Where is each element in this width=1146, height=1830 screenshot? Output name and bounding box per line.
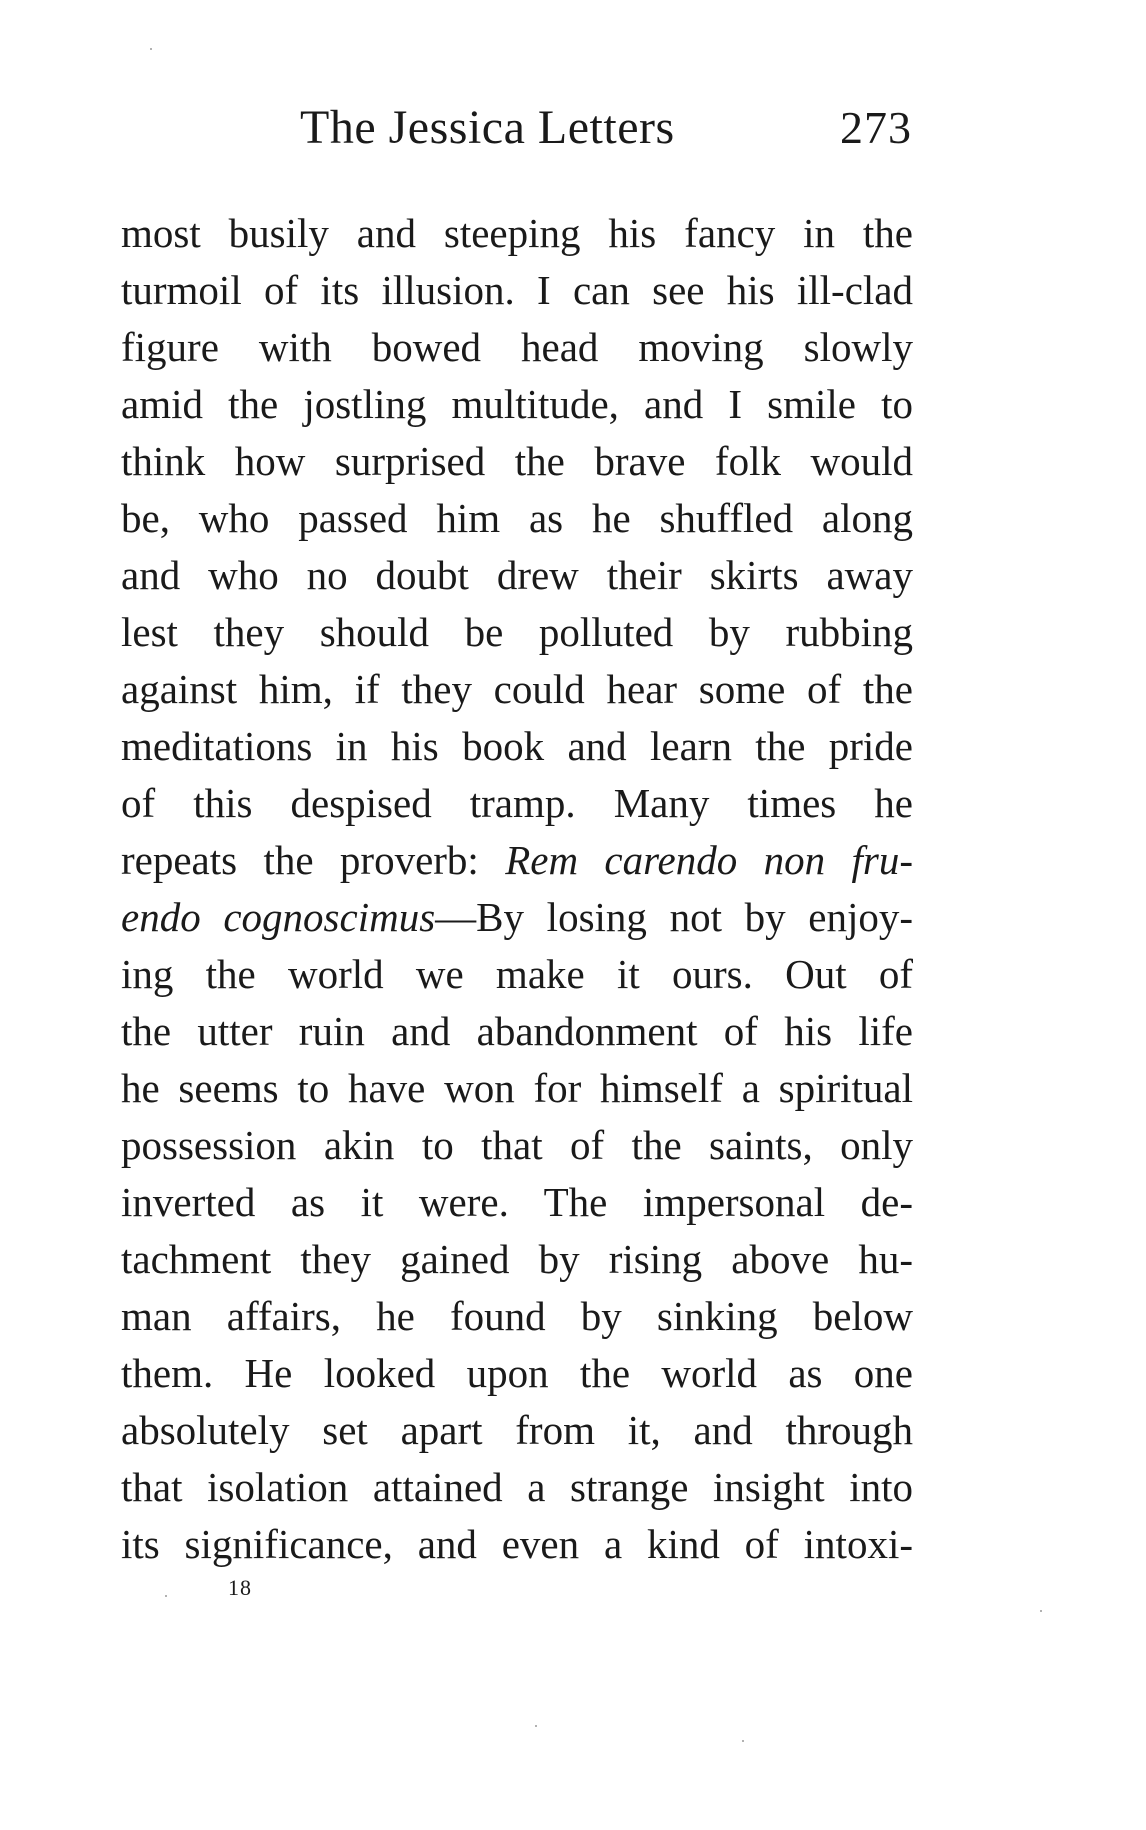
body-text — [121, 205, 913, 1573]
text-line — [121, 1060, 913, 1117]
text-run: them. He looked upon the world as one — [121, 1350, 913, 1396]
paper-speck — [1040, 1610, 1042, 1612]
italic-text: endo cognoscimus — [121, 894, 436, 940]
text-line — [121, 1117, 913, 1174]
text-line — [121, 1459, 913, 1516]
text-run: amid the jostling multitude, and I smile to — [121, 381, 913, 427]
text-line — [121, 1174, 913, 1231]
text-run: ing the world we make it ours. Out of — [121, 951, 913, 997]
running-head — [0, 98, 1146, 158]
text-run: turmoil of its illusion. I can see his ill-clad — [121, 267, 913, 313]
text-line — [121, 832, 913, 889]
text-run: absolutely set apart from it, and through — [121, 1407, 913, 1453]
text-run: inverted as it were. The impersonal de- — [121, 1179, 913, 1225]
text-run: tachment they gained by rising above hu- — [121, 1236, 913, 1282]
text-run: against him, if they could hear some of the — [121, 666, 913, 712]
text-line — [121, 1288, 913, 1345]
text-run: —By losing not by enjoy- — [435, 894, 913, 940]
text-line — [121, 661, 913, 718]
text-run: and who no doubt drew their skirts away — [121, 552, 913, 598]
text-run: lest they should be polluted by rubbing — [121, 609, 913, 655]
text-run: think how surprised the brave folk would — [121, 438, 913, 484]
text-line — [121, 1345, 913, 1402]
text-line — [121, 1231, 913, 1288]
italic-text: Rem carendo non fru- — [505, 837, 913, 883]
text-run: be, who passed him as he shuffled along — [121, 495, 913, 541]
paper-speck — [150, 48, 152, 50]
text-line — [121, 262, 913, 319]
text-line — [121, 433, 913, 490]
page-number: 273 — [840, 102, 912, 153]
text-line — [121, 1516, 913, 1573]
text-line — [121, 205, 913, 262]
text-run: its significance, and even a kind of intoxi- — [121, 1521, 913, 1567]
text-line — [121, 718, 913, 775]
text-line — [121, 376, 913, 433]
text-line — [121, 547, 913, 604]
paper-speck — [165, 1595, 167, 1597]
text-run: repeats the proverb: — [121, 837, 506, 883]
text-run: man affairs, he found by sinking below — [121, 1293, 913, 1339]
text-line — [121, 319, 913, 376]
text-line — [121, 1402, 913, 1459]
text-run: possession akin to that of the saints, only — [121, 1122, 913, 1168]
text-run: meditations in his book and learn the pride — [121, 723, 913, 769]
text-line — [121, 604, 913, 661]
text-run: he seems to have won for himself a spiritual — [121, 1065, 913, 1111]
text-run: the utter ruin and abandonment of his life — [121, 1008, 913, 1054]
text-line — [121, 946, 913, 1003]
running-title: The Jessica Letters — [300, 101, 675, 154]
text-run: figure with bowed head moving slowly — [121, 324, 913, 370]
text-run: of this despised tramp. Many times he — [121, 780, 913, 826]
text-line — [121, 490, 913, 547]
paper-speck — [535, 1725, 537, 1727]
paper-speck — [742, 1740, 744, 1742]
signature-mark: 18 — [228, 1575, 252, 1600]
text-line — [121, 889, 913, 946]
text-run: most busily and steeping his fancy in the — [121, 210, 913, 256]
text-run: that isolation attained a strange insight into — [121, 1464, 913, 1510]
text-line — [121, 1003, 913, 1060]
text-line — [121, 775, 913, 832]
